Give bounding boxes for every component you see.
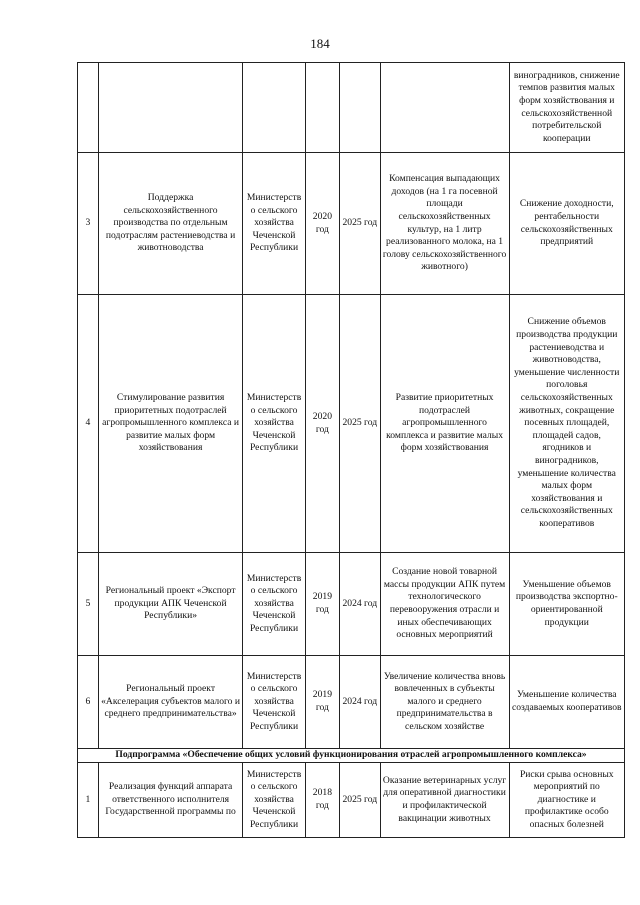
- consequences: Уменьшение объемов производства экспортно-ориентированной продукции: [509, 553, 624, 656]
- start-year: 2019 год: [305, 656, 339, 749]
- measures-table: [77, 62, 625, 838]
- expected-result: [380, 63, 509, 153]
- start-year: 2020 год: [305, 295, 339, 553]
- executor: Министерство сельского хозяйства Чеченской Республики: [243, 656, 305, 749]
- expected-result: Создание новой товарной массы продукции АПК путем технологического перевооружения отрасли и иных обеспечивающих основных мероприятий: [380, 553, 509, 656]
- row-number: 6: [78, 656, 99, 749]
- row-number: [78, 63, 99, 153]
- subprogram-title: Подпрограмма «Обеспечение общих условий функционирования отраслей агропромышленного комплекса»: [78, 749, 625, 763]
- consequences: Риски срыва основных мероприятий по диагностике и профилактике особо опасных болезней: [509, 763, 624, 838]
- consequences: виноградников, снижение темпов развития малых форм хозяйствования и сельскохозяйственной потребительской кооперации: [509, 63, 624, 153]
- expected-result: Увеличение количества вновь вовлеченных в субъекты малого и среднего предпринимательства в сельском хозяйстве: [380, 656, 509, 749]
- measure-name: Региональный проект «Акселерация субъектов малого и среднего предпринимательства»: [98, 656, 243, 749]
- start-year: 2019 год: [305, 553, 339, 656]
- table-row: [78, 295, 625, 553]
- executor: Министерство сельского хозяйства Чеченской Республики: [243, 763, 305, 838]
- consequences: Снижение доходности, рентабельности сельскохозяйственных предприятий: [509, 153, 624, 295]
- end-year: 2024 год: [340, 553, 381, 656]
- end-year: 2025 год: [340, 295, 381, 553]
- measure-name: Реализация функций аппарата ответственного исполнителя Государственной программы по: [98, 763, 243, 838]
- end-year: 2025 год: [340, 763, 381, 838]
- start-year: 2018 год: [305, 763, 339, 838]
- table-row: [78, 763, 625, 838]
- executor: Министерство сельского хозяйства Чеченской Республики: [243, 153, 305, 295]
- measure-name: Поддержка сельскохозяйственного производства по отдельным подотраслям растениеводства и животноводства: [98, 153, 243, 295]
- executor: Министерство сельского хозяйства Чеченской Республики: [243, 295, 305, 553]
- row-number: 5: [78, 553, 99, 656]
- subprogram-row: [78, 749, 625, 763]
- start-year: 2020 год: [305, 153, 339, 295]
- measure-name: Стимулирование развития приоритетных подотраслей агропромышленного комплекса и развитие малых форм хозяйствования: [98, 295, 243, 553]
- measure-name: [98, 63, 243, 153]
- end-year: 2025 год: [340, 153, 381, 295]
- table-row: [78, 153, 625, 295]
- expected-result: Оказание ветеринарных услуг для оперативной диагностики и профилактической вакцинации животных: [380, 763, 509, 838]
- consequences: Уменьшение количества создаваемых кооперативов: [509, 656, 624, 749]
- start-year: [305, 63, 339, 153]
- end-year: [340, 63, 381, 153]
- consequences: Снижение объемов производства продукции растениеводства и животноводства, уменьшение численности поголовья сельскохозяйственных животных, сокращение посевных площадей, площадей садов, ягодников и виноградников, уменьшение количества малых форм хозяйствования и сельскохозяйственных кооперативов: [509, 295, 624, 553]
- end-year: 2024 год: [340, 656, 381, 749]
- row-number: 4: [78, 295, 99, 553]
- row-number: 3: [78, 153, 99, 295]
- executor: [243, 63, 305, 153]
- expected-result: Компенсация выпадающих доходов (на 1 га посевной площади сельскохозяйственных культур, на 1 литр реализованного молока, на 1 голову сельскохозяйственного животного): [380, 153, 509, 295]
- page-number: 184: [310, 36, 330, 51]
- executor: Министерство сельского хозяйства Чеченской Республики: [243, 553, 305, 656]
- table-row: [78, 656, 625, 749]
- row-number: 1: [78, 763, 99, 838]
- table-row: [78, 553, 625, 656]
- measure-name: Региональный проект «Экспорт продукции АПК Чеченской Республики»: [98, 553, 243, 656]
- expected-result: Развитие приоритетных подотраслей агропромышленного комплекса и развитие малых форм хозяйствования: [380, 295, 509, 553]
- table-row: [78, 63, 625, 153]
